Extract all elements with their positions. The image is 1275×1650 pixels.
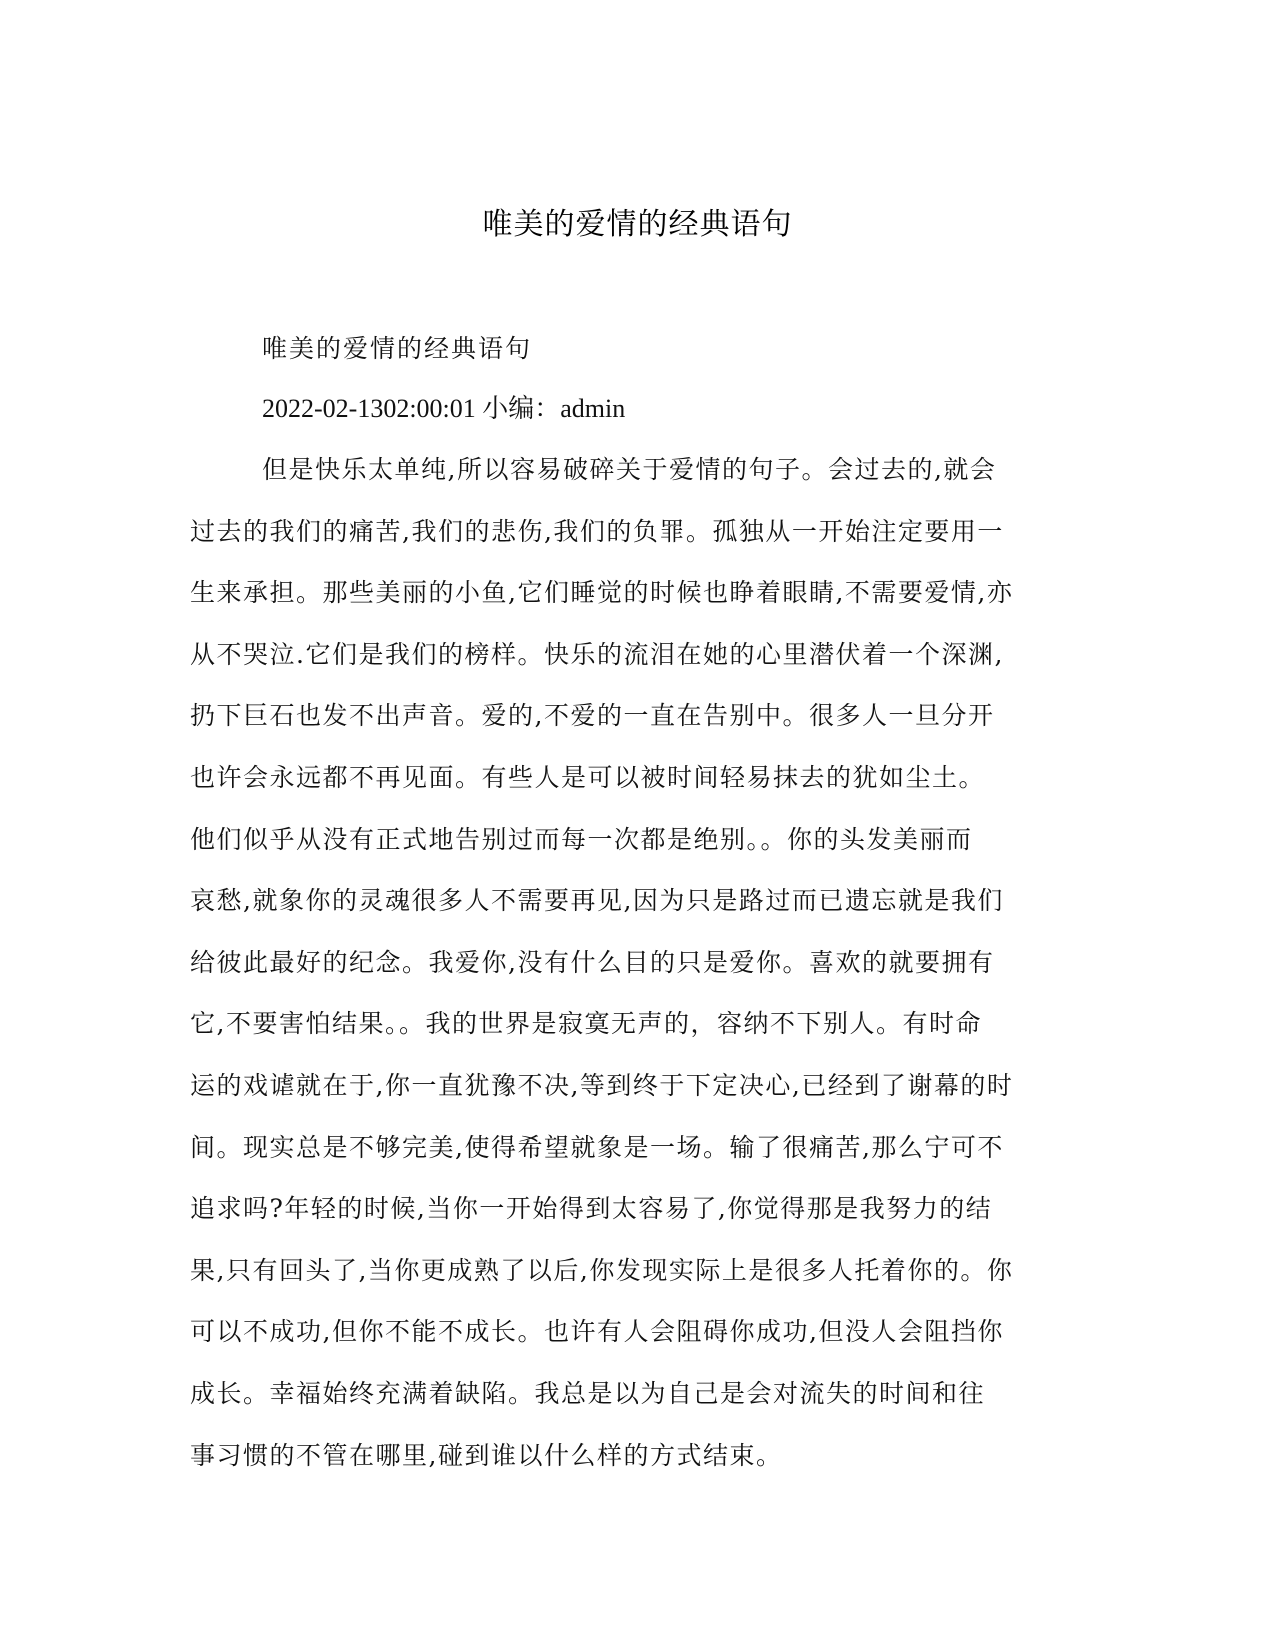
body-line: 追求吗?年轻的时候,当你一开始得到太容易了,你觉得那是我努力的结 [190,1194,993,1224]
body-line: 事习惯的不管在哪里,碰到谁以什么样的方式结束。 [190,1440,783,1470]
body-line: 扔下巨石也发不出声音。爱的,不爱的一直在告别中。很多人一旦分开 [190,701,995,731]
article-body [190,455,1080,1471]
document-title: 唯美的爱情的经典语句 [482,207,793,242]
article-meta: 2022-02-1302:00:01 小编：admin [262,394,626,423]
body-line: 他们似乎从没有正式地告别过而每一次都是绝别。。你的头发美丽而 [190,824,973,854]
body-line: 生来承担。那些美丽的小鱼,它们睡觉的时候也睁着眼睛,不需要爱情,亦 [190,578,1014,608]
body-line: 可以不成功,但你不能不成长。也许有人会阻碍你成功,但没人会阻挡你 [190,1317,1004,1347]
body-line: 果,只有回头了,当你更成熟了以后,你发现实际上是很多人托着你的。你 [190,1255,1014,1285]
document-content [190,334,1080,1502]
body-line: 过去的我们的痛苦,我们的悲伤,我们的负罪。孤独从一开始注定要用一 [190,516,1004,546]
body-line: 成长。幸福始终充满着缺陷。我总是以为自己是会对流失的时间和往 [190,1378,986,1408]
body-line: 运的戏谑就在于,你一直犹豫不决,等到终于下定决心,已经到了谢幕的时 [190,1070,1014,1100]
body-line: 它,不要害怕结果。。我的世界是寂寞无声的，容纳不下别人。有时命 [190,1009,982,1039]
article-heading: 唯美的爱情的经典语句 [262,334,533,363]
body-line: 间。现实总是不够完美,使得希望就象是一场。输了很痛苦,那么宁可不 [190,1132,1004,1162]
body-line: 但是快乐太单纯,所以容易破碎关于爱情的句子。会过去的,就会 [262,455,997,484]
body-line: 也许会永远都不再见面。有些人是可以被时间轻易抹去的犹如尘土。 [190,762,986,792]
body-line: 给彼此最好的纪念。我爱你,没有什么目的只是爱你。喜欢的就要拥有 [190,947,995,977]
body-line: 从不哭泣.它们是我们的榜样。快乐的流泪在她的心里潜伏着一个深渊, [190,639,1004,669]
body-line: 哀愁,就象你的灵魂很多人不需要再见,因为只是路过而已遗忘就是我们 [190,886,1004,916]
